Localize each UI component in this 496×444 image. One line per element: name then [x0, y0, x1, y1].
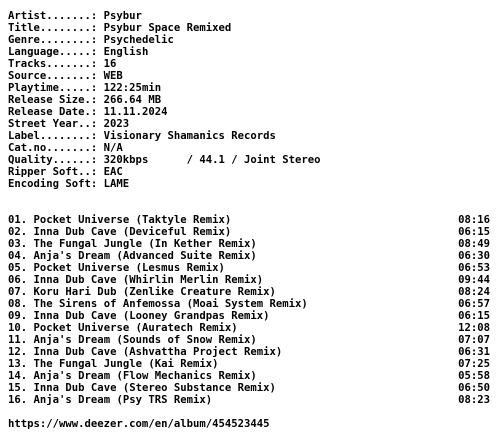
info-row: [8, 58, 490, 70]
track-number: 01.: [8, 214, 28, 226]
track-title-group: [8, 394, 212, 406]
track-number: 16.: [8, 394, 28, 406]
track-number: 15.: [8, 382, 28, 394]
info-value: LAME: [103, 178, 130, 190]
info-label: Release Size.:: [8, 94, 104, 106]
track-number: 13.: [8, 358, 28, 370]
nfo-document: [8, 10, 490, 430]
track-duration: 06:50: [458, 382, 490, 394]
info-label: Source.......:: [8, 70, 104, 82]
track-title: Pocket Universe (Lesmus Remix): [33, 262, 225, 274]
track-number: 06.: [8, 274, 28, 286]
track-row: [8, 298, 490, 310]
track-duration: 08:24: [458, 286, 490, 298]
track-duration: 08:16: [458, 214, 490, 226]
info-label: Quality......:: [8, 154, 104, 166]
info-row: [8, 94, 490, 106]
info-value: 16: [103, 58, 117, 70]
info-label: Release Date.:: [8, 106, 104, 118]
info-label: Ripper Soft..:: [8, 166, 104, 178]
track-row: [8, 262, 490, 274]
track-title-group: [8, 298, 308, 310]
track-title-group: [8, 250, 257, 262]
section-spacer: [8, 190, 490, 214]
track-number: 10.: [8, 322, 28, 334]
track-title-group: [8, 334, 257, 346]
track-duration: 06:31: [458, 346, 490, 358]
info-label: Language.....:: [8, 46, 104, 58]
info-row: [8, 130, 490, 142]
info-value: Psybur Space Remixed: [103, 22, 232, 34]
info-label: Cat.no.......:: [8, 142, 104, 154]
track-row: [8, 214, 490, 226]
track-number: 03.: [8, 238, 28, 250]
track-duration: 06:15: [458, 226, 490, 238]
track-row: [8, 322, 490, 334]
info-value: WEB: [103, 70, 123, 82]
info-value: 122:25min: [103, 82, 162, 94]
info-row: [8, 22, 490, 34]
album-url[interactable]: https://www.deezer.com/en/album/454523445: [8, 418, 270, 430]
track-duration: 06:30: [458, 250, 490, 262]
track-title-group: [8, 370, 257, 382]
track-title-group: [8, 238, 257, 250]
track-row: [8, 238, 490, 250]
track-duration: 06:57: [458, 298, 490, 310]
track-duration: 12:08: [458, 322, 490, 334]
info-value: 266.64 MB: [103, 94, 162, 106]
track-row: [8, 226, 490, 238]
track-title-group: [8, 310, 270, 322]
track-row: [8, 346, 490, 358]
track-title: Inna Dub Cave (Looney Grandpas Remix): [33, 310, 270, 322]
track-number: 04.: [8, 250, 28, 262]
info-row: [8, 154, 490, 166]
track-title: Anja's Dream (Psy TRS Remix): [33, 394, 213, 406]
track-title: Pocket Universe (Auratech Remix): [33, 322, 238, 334]
track-number: 07.: [8, 286, 28, 298]
info-value: 2023: [103, 118, 130, 130]
track-row: [8, 274, 490, 286]
track-title-group: [8, 322, 238, 334]
info-value: 11.11.2024: [103, 106, 168, 118]
track-title-group: [8, 286, 276, 298]
track-title: Anja's Dream (Flow Mechanics Remix): [33, 370, 257, 382]
info-label: Playtime.....:: [8, 82, 104, 94]
info-label: Tracks.......:: [8, 58, 104, 70]
track-number: 11.: [8, 334, 28, 346]
track-duration: 07:25: [458, 358, 490, 370]
info-row: [8, 142, 490, 154]
info-value: Psybur: [103, 10, 142, 22]
track-number: 05.: [8, 262, 28, 274]
track-duration: 08:23: [458, 394, 490, 406]
info-label: Title........:: [8, 22, 104, 34]
info-value: EAC: [103, 166, 123, 178]
track-duration: 09:44: [458, 274, 490, 286]
track-title-group: [8, 358, 219, 370]
track-duration: 07:07: [458, 334, 490, 346]
info-row: [8, 34, 490, 46]
info-value: 320kbps / 44.1 / Joint Stereo: [103, 154, 321, 166]
info-row: [8, 166, 490, 178]
track-number: 08.: [8, 298, 28, 310]
info-value: English: [103, 46, 149, 58]
track-number: 02.: [8, 226, 28, 238]
track-row: [8, 250, 490, 262]
track-title: Koru Hari Dub (Zenlike Creature Remix): [33, 286, 276, 298]
track-title-group: [8, 346, 282, 358]
track-number: 14.: [8, 370, 28, 382]
info-row: [8, 118, 490, 130]
track-title: Anja's Dream (Advanced Suite Remix): [33, 250, 257, 262]
release-info-block: [8, 10, 490, 190]
info-row: [8, 178, 490, 190]
track-title: Anja's Dream (Sounds of Snow Remix): [33, 334, 257, 346]
track-title-group: [8, 274, 263, 286]
track-duration: 05:58: [458, 370, 490, 382]
info-row: [8, 10, 490, 22]
track-title-group: [8, 226, 231, 238]
info-label: Artist.......:: [8, 10, 104, 22]
track-title-group: [8, 262, 225, 274]
info-value: N/A: [103, 142, 123, 154]
track-title: The Sirens of Anfemossa (Moai System Remix): [33, 298, 308, 310]
info-label: Street Year..:: [8, 118, 104, 130]
info-row: [8, 70, 490, 82]
track-title: Inna Dub Cave (Whirlin Merlin Remix): [33, 274, 264, 286]
track-list: [8, 214, 490, 406]
info-row: [8, 46, 490, 58]
info-value: Visionary Shamanics Records: [103, 130, 276, 142]
track-title: Inna Dub Cave (Ashvattha Project Remix): [33, 346, 283, 358]
track-title-group: [8, 382, 276, 394]
track-row: [8, 382, 490, 394]
track-title: Inna Dub Cave (Stereo Substance Remix): [33, 382, 276, 394]
track-title: Inna Dub Cave (Deviceful Remix): [33, 226, 232, 238]
info-label: Label........:: [8, 130, 104, 142]
info-row: [8, 106, 490, 118]
info-label: Genre........:: [8, 34, 104, 46]
track-title: The Fungal Jungle (In Kether Remix): [33, 238, 257, 250]
track-title: The Fungal Jungle (Kai Remix): [33, 358, 219, 370]
track-duration: 06:15: [458, 310, 490, 322]
track-row: [8, 310, 490, 322]
track-title: Pocket Universe (Taktyle Remix): [33, 214, 232, 226]
track-row: [8, 370, 490, 382]
track-number: 12.: [8, 346, 28, 358]
info-row: [8, 82, 490, 94]
track-number: 09.: [8, 310, 28, 322]
info-label: Encoding Soft:: [8, 178, 104, 190]
track-duration: 06:53: [458, 262, 490, 274]
track-title-group: [8, 214, 231, 226]
track-row: [8, 334, 490, 346]
track-duration: 08:49: [458, 238, 490, 250]
track-row: [8, 286, 490, 298]
track-row: [8, 394, 490, 406]
track-row: [8, 358, 490, 370]
info-value: Psychedelic: [103, 34, 174, 46]
